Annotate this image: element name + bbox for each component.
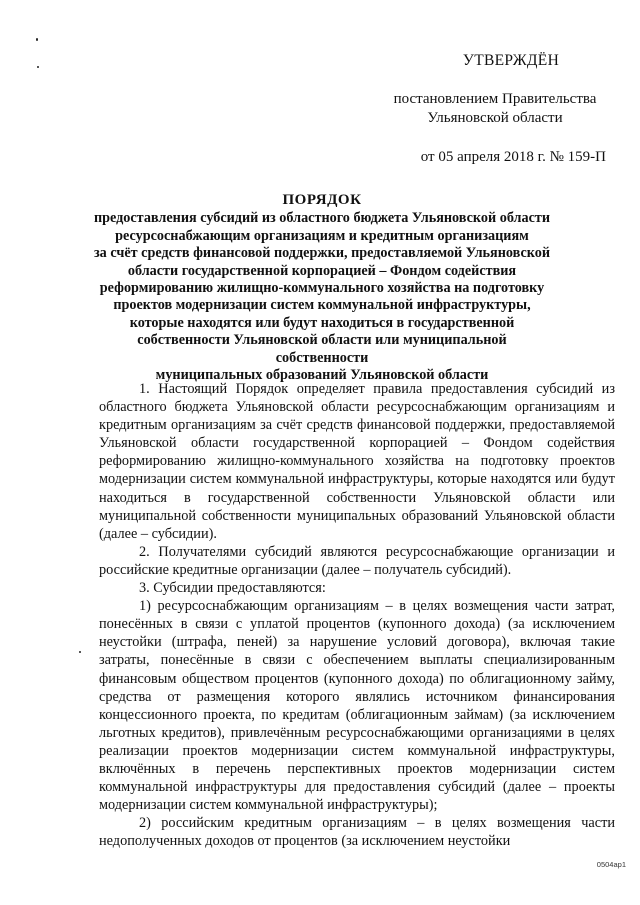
decree-line: постановлением Правительства — [393, 91, 597, 107]
approved-heading: УТВЕРЖДЁН — [462, 52, 560, 69]
footer-code: 0504ap1 — [596, 860, 626, 869]
title-line: за счёт средств финансовой поддержки, предоставляемой Ульяновской — [93, 245, 551, 262]
scan-speck — [37, 66, 39, 68]
title-line: предоставления субсидий из областного бюджета Ульяновской области — [93, 210, 551, 227]
title-line: муниципальных образований Ульяновской области — [155, 367, 489, 384]
paragraph-2: 2. Получателями субсидий являются ресурсоснабжающие организации и российские кредитные организации (далее – получатель субсидий). — [99, 543, 615, 578]
title-line: реформированию жилищно-коммунального хозяйства на подготовку — [99, 280, 545, 297]
title-line: области государственной корпорацией – Фондом содействия — [127, 262, 517, 279]
title-line: проектов модернизации систем коммунальной инфраструктуры, — [113, 297, 531, 314]
scan-speck — [36, 38, 38, 41]
paragraph-1: 1. Настоящий Порядок определяет правила предоставления субсидий из областного бюджета Ульяновской области ресурсоснабжающим организациям и кредитным организациям за счёт средств финансовой поддержки, предоставляемой Ульяновской области государственной корпорацией – Фондом содействия реформированию жилищно-коммунального хозяйства на подготовку проектов модернизации систем коммунальной инфраструктуры, которые находятся или будут находиться в государственной собственности Ульяновской области или муниципальной собственности муниципальных образований Ульяновской области (далее – субсидии). — [99, 381, 615, 542]
decree-date-number: от 05 апреля 2018 г. № 159-П — [420, 149, 606, 165]
scan-speck — [79, 651, 81, 653]
paragraph-3-1: 1) ресурсоснабжающим организациям – в целях возмещения части затрат, понесённых в связи с уплатой процентов (купонного дохода) (за исключением неустойки (штрафа, пеней) за нарушение условий договора), включая такие затраты, понесённые в связи с обеспечением выплаты специализированным финансовым обществом процентов (купонного дохода) по облигационному займу, средства от размещения которого являлись источником финансирования концессионного проекта, по кредитам (облигационным займам) (за исключением льготных кредитов), привлечённым ресурсоснабжающими организациями в целях реализации проектов модернизации систем коммунальной инфраструктуры, включённых в перечень перспективных проектов модернизации систем коммунальной инфраструктуры для предоставления субсидий (далее – проекты модернизации систем коммунальной инфраструктуры); — [99, 598, 615, 814]
document-title — [92, 192, 552, 384]
paragraph-3: 3. Субсидии предоставляются: — [139, 580, 326, 597]
title-line: собственности Ульяновской области или муниципальной собственности — [137, 332, 507, 366]
document-body — [99, 380, 615, 850]
approval-stamp — [380, 51, 610, 167]
decree-region-line: Ульяновской области — [427, 110, 563, 126]
title-main: ПОРЯДОК — [282, 192, 362, 208]
title-line: ресурсоснабжающим организациям и кредитным организациям — [115, 227, 529, 244]
paragraph-3-2: 2) российским кредитным организациям – в целях возмещения части недополученных доходов от процентов (за исключением неустойки — [99, 815, 615, 850]
title-line: которые находятся или будут находиться в государственной — [129, 314, 515, 331]
